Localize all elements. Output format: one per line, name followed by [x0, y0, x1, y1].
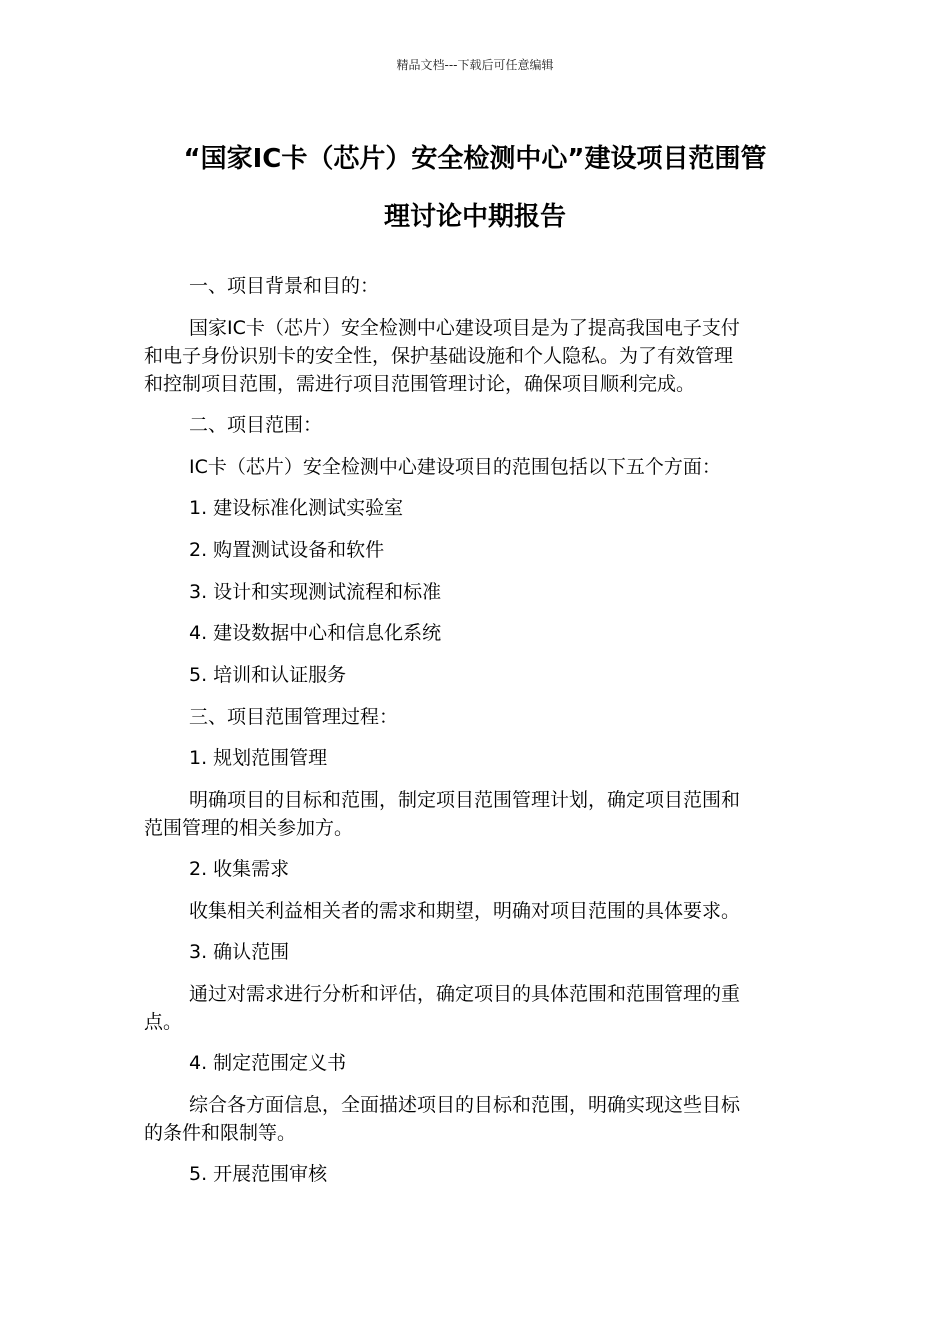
paragraph-line: 通过对需求进行分析和评估，确定项目的具体范围和范围管理的重 — [189, 983, 741, 1005]
document-title-line-1: “国家IC卡（芯片）安全检测中心”建设项目范围管 — [183, 144, 767, 174]
paragraph-line: 国家IC卡（芯片）安全检测中心建设项目是为了提高我国电子支付 — [189, 317, 740, 339]
paragraph-line: 和控制项目范围，需进行项目范围管理讨论，确保项目顺利完成。 — [144, 373, 696, 395]
paragraph-line: IC卡（芯片）安全检测中心建设项目的范围包括以下五个方面： — [189, 456, 721, 478]
paragraph-line: 明确项目的目标和范围，制定项目范围管理计划，确定项目范围和 — [189, 789, 741, 811]
paragraph-line: 综合各方面信息，全面描述项目的目标和范围，明确实现这些目标 — [189, 1094, 741, 1116]
scope-list-item: 1. 建设标准化测试实验室 — [189, 497, 404, 519]
process-step-heading: 1. 规划范围管理 — [189, 747, 328, 769]
paragraph-line: 范围管理的相关参加方。 — [144, 817, 354, 839]
section-heading-background: 一、项目背景和目的： — [189, 275, 380, 297]
paragraph-line: 和电子身份识别卡的安全性，保护基础设施和个人隐私。为了有效管理 — [144, 345, 734, 367]
paragraph-line: 点。 — [144, 1011, 183, 1033]
scope-list-item: 3. 设计和实现测试流程和标准 — [189, 581, 442, 603]
process-step-heading: 2. 收集需求 — [189, 858, 290, 880]
scope-list-item: 2. 购置测试设备和软件 — [189, 539, 385, 561]
section-heading-process: 三、项目范围管理过程： — [189, 706, 399, 728]
process-step-heading: 5. 开展范围审核 — [189, 1163, 328, 1185]
paragraph-line: 的条件和限制等。 — [144, 1122, 297, 1144]
paragraph-line: 收集相关利益相关者的需求和期望，明确对项目范围的具体要求。 — [189, 900, 741, 922]
document-title-line-2: 理讨论中期报告 — [383, 202, 566, 232]
scope-list-item: 5. 培训和认证服务 — [189, 664, 347, 686]
page-header: 精品文档---下载后可任意编辑 — [396, 58, 554, 72]
section-heading-scope: 二、项目范围： — [189, 414, 323, 436]
process-step-heading: 4. 制定范围定义书 — [189, 1052, 347, 1074]
process-step-heading: 3. 确认范围 — [189, 941, 290, 963]
scope-list-item: 4. 建设数据中心和信息化系统 — [189, 622, 442, 644]
